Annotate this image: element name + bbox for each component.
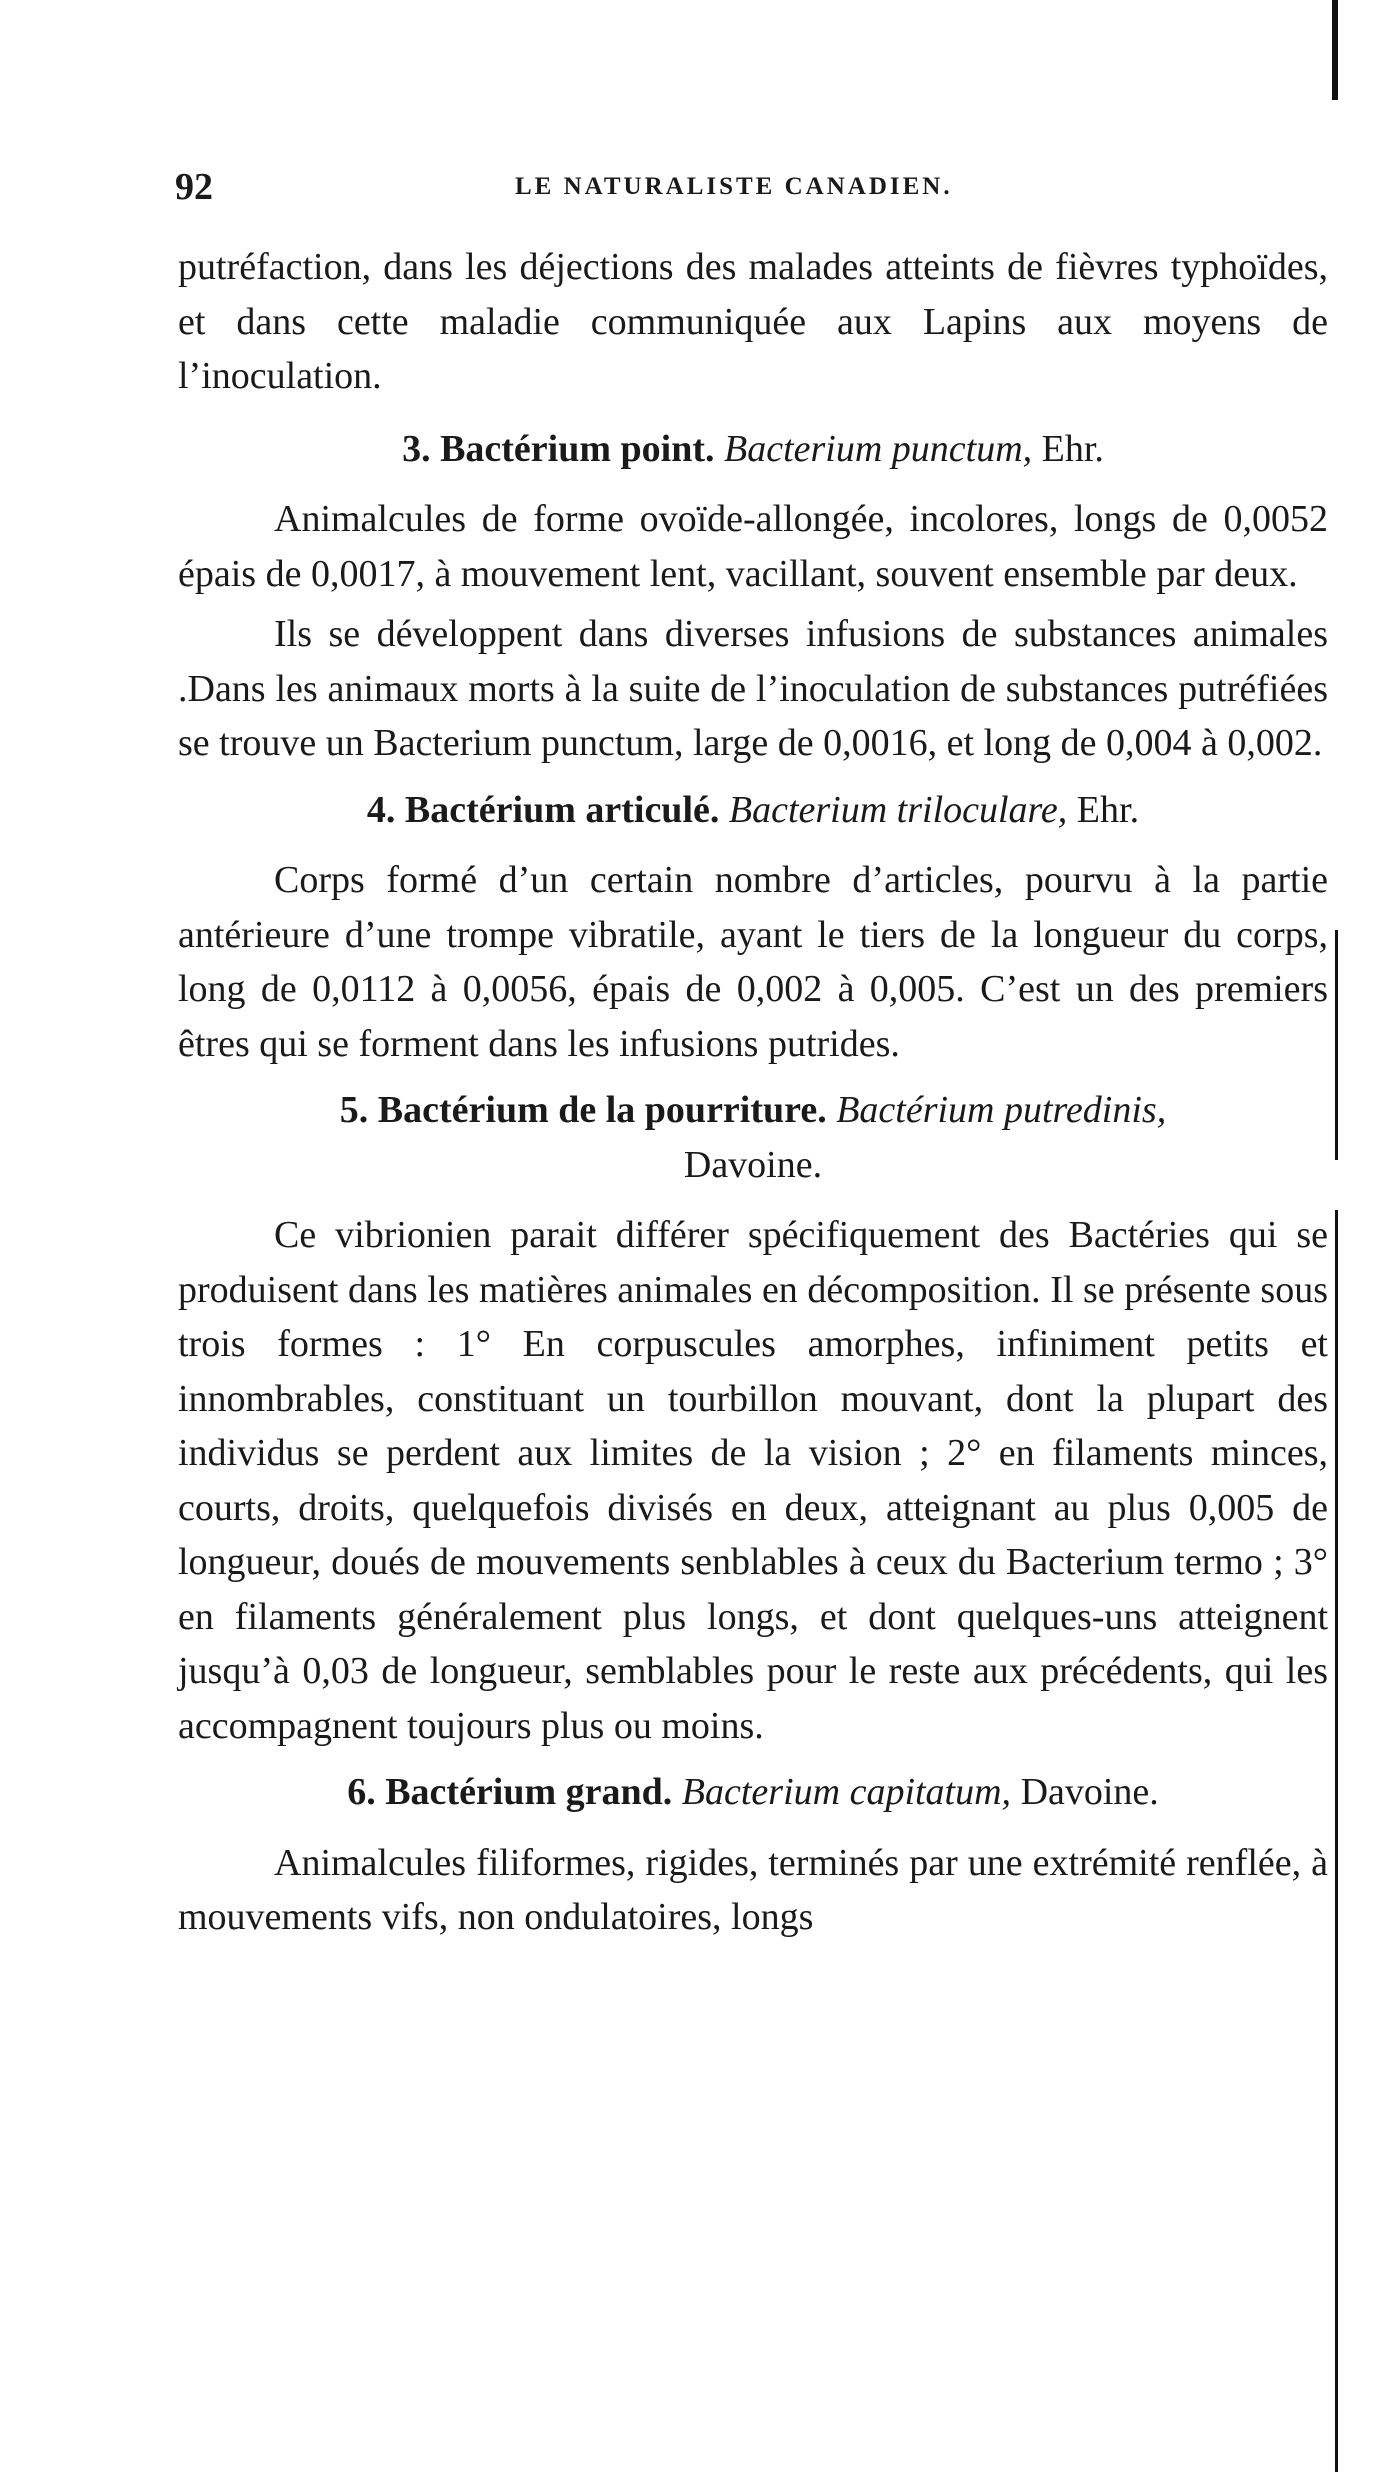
scan-edge-mark xyxy=(1332,0,1338,100)
section-heading xyxy=(178,422,1328,477)
paragraph: Corps formé d’un certain nombre d’articles, pourvu à la partie antérieure d’une trompe vibratile, ayant le tiers de la longueur du corps, long de 0,0112 à 0,0056, épais de 0,002 à 0,005. C’est un des premiers êtres qui se forment dans les infusions putrides. xyxy=(178,859,1328,1065)
paragraph: Ce vibrionien parait différer spécifiquement des Bactéries qui se produisent dans les matières animales en décomposition. Il se présente sous trois formes : 1° En corpuscules amorphes, infiniment petits et innombrables, constituant un tourbillon mouvant, dont la plupart des individus se perdent aux limites de la vision ; 2° en filaments minces, courts, droits, quelquefois divisés en deux, atteignant au plus 0,005 de longueur, doués de mouvements senblables à ceux du Bacterium termo ; 3° en filaments généralement plus longs, et dont quelques-uns atteignent jusqu’à 0,03 de longueur, semblables pour le reste aux précédents, qui les accompagnent toujours plus ou moins. xyxy=(178,1214,1328,1747)
latin-name: Bactérium putredinis, xyxy=(836,1089,1167,1131)
french-name: Bactérium point. xyxy=(440,427,715,470)
latin-name: Bacterium triloculare, xyxy=(728,788,1068,831)
continuation-paragraph: putréfaction, dans les déjections des malades atteints de fièvres typhoïdes, et dans cette maladie communiquée aux Lapins aux moyens de l’inoculation. xyxy=(178,246,1328,397)
french-name: Bactérium de la pourriture. xyxy=(377,1089,827,1131)
section-number: 3. xyxy=(402,427,431,470)
section-heading xyxy=(178,783,1328,838)
section-heading xyxy=(178,1765,1328,1820)
section-heading xyxy=(178,1083,1328,1192)
section-5 xyxy=(178,1083,1328,1753)
author: Davoine. xyxy=(1020,1771,1159,1813)
french-name: Bactérium grand. xyxy=(385,1771,673,1813)
scan-edge-mark xyxy=(1335,1210,1338,2472)
page-number: 92 xyxy=(175,166,213,208)
section-number: 5. xyxy=(339,1089,369,1131)
running-head: LE NATURALISTE CANADIEN. xyxy=(515,173,953,200)
page-body xyxy=(178,240,1328,1951)
latin-name: Bacterium capitatum, xyxy=(681,1771,1012,1813)
scan-edge-mark xyxy=(1335,930,1338,1160)
paragraph: Animalcules filiformes, rigides, terminés par une extrémité renflée, à mouvements vifs, non ondulatoires, longs xyxy=(178,1841,1328,1938)
section-number: 4. xyxy=(366,788,396,831)
section-6 xyxy=(178,1765,1328,1945)
author: Ehr. xyxy=(1076,788,1140,831)
paragraph: Animalcules de forme ovoïde-allongée, incolores, longs de 0,0052 épais de 0,0017, à mouvement lent, vacillant, souvent ensemble par deux. xyxy=(178,498,1328,595)
author: Ehr. xyxy=(1041,427,1104,470)
page-header xyxy=(175,165,1325,215)
paragraph: Ils se développent dans diverses infusions de substances animales .Dans les animaux morts à la suite de l’inoculation de substances putréfiées se trouve un Bacterium punctum, large de 0,0016, et long de 0,004 à 0,002. xyxy=(178,613,1328,764)
french-name: Bactérium articulé. xyxy=(404,788,720,831)
section-number: 6. xyxy=(347,1771,376,1813)
section-3 xyxy=(178,422,1328,771)
author: Davoine. xyxy=(683,1143,823,1186)
section-4 xyxy=(178,783,1328,1072)
latin-name: Bacterium punctum, xyxy=(724,427,1033,470)
